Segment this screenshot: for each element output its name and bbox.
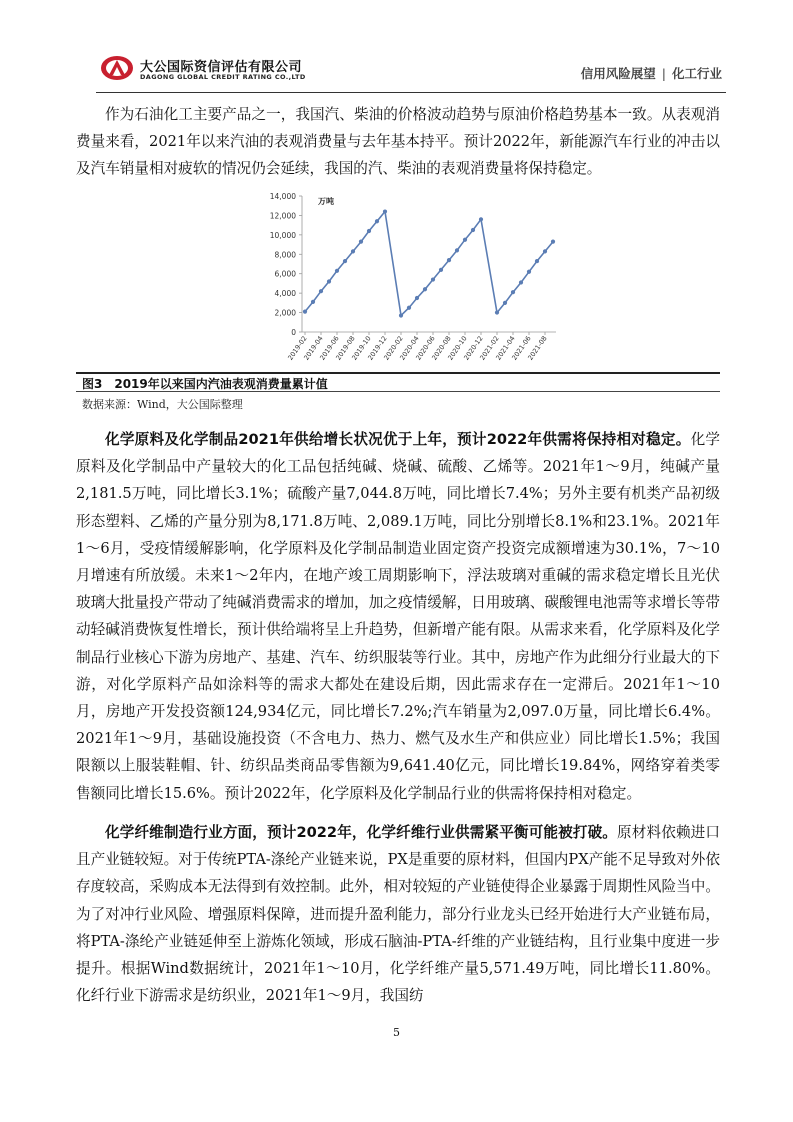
data-point	[527, 270, 531, 274]
data-point	[439, 268, 443, 272]
paragraph-chemical-fiber	[76, 819, 720, 1009]
company-name-en: DAGONG GLOBAL CREDIT RATING CO.,LTD	[140, 73, 306, 81]
data-point	[495, 310, 499, 314]
y-tick-label: 12,000	[269, 211, 296, 221]
y-tick-label: 2,000	[274, 308, 296, 318]
data-point	[551, 240, 555, 244]
data-point	[335, 269, 339, 273]
y-axis-unit-label: 万吨	[318, 197, 334, 206]
data-point	[375, 219, 379, 223]
data-point	[415, 296, 419, 300]
dagong-logo-icon	[100, 54, 134, 82]
x-tick-label: 2019-12	[366, 334, 389, 362]
paragraph-body-chemical: 化学原料及化学制品中产量较大的化工品包括纯碱、烧碱、硫酸、乙烯等。2021年1～9月，纯碱产量2,181.5万吨，同比增长3.1%；硫酸产量7,044.8万吨，同比增长7.4%；另外主要有机类产品初级形态塑料、乙烯的产量分别为8,171.8万吨、2,089.1万吨，同比分别增长8.1%和23.1%。2021年1～6月，受疫情缓解影响，化学原料及化学制品制造业固定资产投资完成额增速为30.1%，7～10月增速有所放缓。未来1～2年内，在地产竣工周期影响下，浮法玻璃对重碱的需求稳定增长且光伏玻璃大批量投产带动了纯碱消费需求的增加，加之疫情缓解，日用玻璃、碳酸锂电池需等求增长等带动轻碱消费恢复性增长，预计供给端将呈上升趋势，但新增产能有限。从需求来看，化学原料及化学制品行业核心下游为房地产、基建、汽车、纺织服装等行业。其中，房地产作为此细分行业最大的下游，对化学原料产品如涂料等的需求大都处在建设后期，因此需求存在一定滞后。2021年1～10月，房地产开发投资额124,934亿元，同比增长7.2%;汽车销量为2,097.0万量，同比增长6.4%。2021年1～9月，基础设施投资（不含电力、热力、燃气及水生产和供应业）同比增长1.5%；我国限额以上服装鞋帽、针、纺织品类商品零售额为9,641.40亿元，同比增长19.84%，网络穿着类零售额同比增长15.6%。预计2022年，化学原料及化学制品行业的供需将保持相对稳定。	[76, 431, 720, 802]
figure-caption: 图3 2019年以来国内汽油表观消费量累计值	[76, 372, 720, 392]
y-tick-label: 0	[291, 328, 296, 337]
x-tick-label: 2021-08	[526, 334, 549, 362]
figure-source: 数据来源：Wind，大公国际整理	[82, 398, 243, 411]
x-tick-label: 2020-08	[430, 334, 453, 362]
paragraph-body-fiber: 原材料依赖进口且产业链较短。对于传统PTA-涤纶产业链来说，PX是重要的原材料，但国内PX产能不足导致对外依存度较高，采购成本无法得到有效控制。此外，相对较短的产业链使得企业暴露于周期性风险当中。为了对冲行业风险、增强原料保障，进而提升盈利能力，部分行业龙头已经开始进行大产业链布局，将PTA-涤纶产业链延伸至上游炼化领域，形成石脑油-PTA-纤维的产业链结构，且行业集中度进一步提升。根据Wind数据统计，2021年1～10月，化学纤维产量5,571.49万吨，同比增长11.80%。化纤行业下游需求是纺织业，2021年1～9月，我国纺	[76, 824, 720, 1005]
x-tick-label: 2020-04	[398, 334, 421, 362]
data-point	[455, 248, 459, 252]
data-point	[367, 229, 371, 233]
data-point	[423, 287, 427, 291]
paragraph-heading-fiber: 化学纤维制造行业方面，预计2022年，化学纤维行业供需紧平衡可能被打破。	[105, 824, 618, 841]
data-point	[359, 240, 363, 244]
company-name-cn: 大公国际资信评估有限公司	[140, 60, 303, 75]
data-point	[351, 249, 355, 253]
data-point	[319, 289, 323, 293]
page-header	[96, 52, 726, 93]
x-tick-label: 2021-06	[510, 334, 533, 362]
y-tick-label: 6,000	[274, 269, 296, 279]
x-tick-label: 2019-06	[318, 334, 341, 362]
series-line	[305, 212, 553, 316]
data-point	[535, 259, 539, 263]
x-tick-label: 2021-04	[494, 334, 517, 362]
y-tick-label: 10,000	[269, 230, 296, 240]
header-section-label	[581, 64, 722, 82]
x-tick-label: 2019-04	[302, 334, 325, 362]
data-point	[343, 259, 347, 263]
data-point	[303, 310, 307, 314]
data-point	[519, 280, 523, 284]
data-point	[447, 258, 451, 262]
x-tick-label: 2020-12	[462, 334, 485, 362]
x-tick-label: 2020-10	[446, 334, 469, 362]
paragraph-heading-chemical: 化学原料及化学制品2021年供给增长状况优于上年，预计2022年供需将保持相对稳定。	[105, 431, 691, 448]
y-tick-label: 8,000	[274, 250, 296, 260]
y-tick-label: 14,000	[269, 192, 296, 201]
x-tick-label: 2019-08	[334, 334, 357, 362]
paragraph-chemical-raw-materials	[76, 426, 720, 807]
data-point	[503, 301, 507, 305]
data-point	[399, 313, 403, 317]
x-tick-label: 2019-02	[286, 334, 309, 362]
paragraph-gasoline: 作为石油化工主要产品之一，我国汽、柴油的价格波动趋势与原油价格趋势基本一致。从表观消费量来看，2021年以来汽油的表观消费量与去年基本持平。预计2022年，新能源汽车行业的冲击以及汽车销量相对疲软的情况仍会延续，我国的汽、柴油的表观消费量将保持稳定。	[76, 106, 720, 178]
data-point	[543, 249, 547, 253]
report-type: 信用风险展望	[580, 66, 656, 81]
data-point	[431, 277, 435, 281]
x-tick-label: 2020-02	[382, 334, 405, 362]
industry-name: 化工行业	[671, 66, 722, 81]
data-point	[383, 209, 387, 213]
data-point	[311, 300, 315, 304]
y-tick-label: 4,000	[274, 289, 296, 299]
data-point	[511, 290, 515, 294]
data-point	[327, 279, 331, 283]
data-point	[479, 217, 483, 221]
chart-svg	[262, 186, 562, 368]
gasoline-consumption-chart	[262, 186, 562, 368]
page-number: 5	[393, 1026, 400, 1039]
data-point	[407, 306, 411, 310]
x-tick-label: 2020-06	[414, 334, 437, 362]
header-separator: |	[661, 66, 666, 81]
x-tick-label: 2019-10	[350, 334, 373, 362]
data-point	[471, 228, 475, 232]
x-tick-label: 2021-02	[478, 334, 501, 362]
data-point	[463, 238, 467, 242]
